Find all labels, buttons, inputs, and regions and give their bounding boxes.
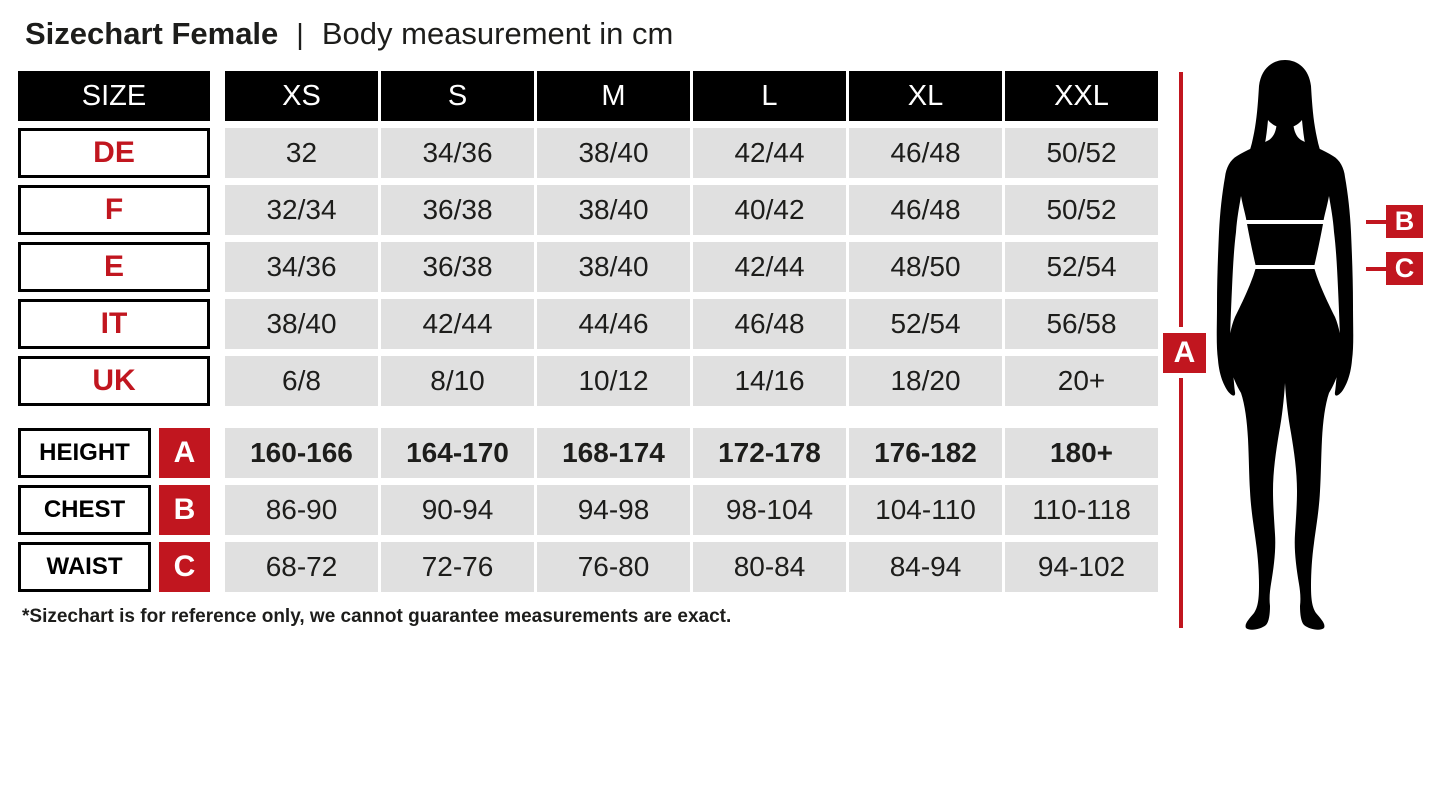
marker-badge-c: C: [159, 542, 210, 592]
cell-uk-m: 10/12: [537, 356, 690, 406]
cell-de-s: 34/36: [381, 128, 534, 178]
cell-it-l: 46/48: [693, 299, 846, 349]
row-label-chest: CHEST: [18, 485, 151, 535]
title-subtitle: Body measurement in cm: [321, 16, 674, 51]
cell-e-s: 36/38: [381, 242, 534, 292]
cell-e-l: 42/44: [693, 242, 846, 292]
cell-height-xl: 176-182: [849, 428, 1002, 478]
height-measure-line-top: [1179, 72, 1183, 327]
title-separator: |: [296, 19, 304, 51]
table-header-row: [18, 71, 1158, 121]
cell-uk-xl: 18/20: [849, 356, 1002, 406]
row-label-f: F: [18, 185, 210, 235]
column-header-m: M: [537, 71, 690, 121]
cell-e-m: 38/40: [537, 242, 690, 292]
chest-pointer-line: [1366, 220, 1386, 224]
cell-height-l: 172-178: [693, 428, 846, 478]
row-label-height-wrap: [18, 428, 210, 478]
cell-f-s: 36/38: [381, 185, 534, 235]
height-measure-line-bottom: [1179, 378, 1183, 628]
cell-f-m: 38/40: [537, 185, 690, 235]
column-header-xs: XS: [225, 71, 378, 121]
cell-chest-xs: 86-90: [225, 485, 378, 535]
cell-e-xl: 48/50: [849, 242, 1002, 292]
cell-it-xs: 38/40: [225, 299, 378, 349]
row-label-waist-wrap: [18, 542, 210, 592]
row-label-chest-wrap: [18, 485, 210, 535]
cell-height-s: 164-170: [381, 428, 534, 478]
cell-uk-xs: 6/8: [225, 356, 378, 406]
row-label-de: DE: [18, 128, 210, 178]
table-row-de: [18, 128, 1158, 178]
table-row-height: [18, 428, 1158, 478]
cell-waist-l: 80-84: [693, 542, 846, 592]
figure-marker-b: B: [1386, 205, 1423, 238]
cell-e-xxl: 52/54: [1005, 242, 1158, 292]
cell-it-xl: 52/54: [849, 299, 1002, 349]
cell-f-xl: 46/48: [849, 185, 1002, 235]
cell-waist-xl: 84-94: [849, 542, 1002, 592]
cell-it-xxl: 56/58: [1005, 299, 1158, 349]
column-header-xxl: XXL: [1005, 71, 1158, 121]
cell-de-m: 38/40: [537, 128, 690, 178]
cell-chest-s: 90-94: [381, 485, 534, 535]
disclaimer-footnote: *Sizechart is for reference only, we cannot guarantee measurements are exact.: [22, 606, 732, 627]
title-main: Sizechart Female: [25, 16, 279, 51]
table-row-e: [18, 242, 1158, 292]
row-label-it: IT: [18, 299, 210, 349]
marker-badge-b: B: [159, 485, 210, 535]
cell-height-xxl: 180+: [1005, 428, 1158, 478]
female-body-silhouette: [1205, 60, 1365, 635]
cell-height-m: 168-174: [537, 428, 690, 478]
cell-waist-m: 76-80: [537, 542, 690, 592]
table-row-waist: [18, 542, 1158, 592]
row-label-uk: UK: [18, 356, 210, 406]
figure-marker-a: A: [1163, 333, 1206, 373]
row-label-height: HEIGHT: [18, 428, 151, 478]
waist-pointer-line: [1366, 267, 1386, 271]
cell-de-xs: 32: [225, 128, 378, 178]
table-row-uk: [18, 356, 1158, 406]
cell-waist-s: 72-76: [381, 542, 534, 592]
cell-f-xs: 32/34: [225, 185, 378, 235]
row-label-e: E: [18, 242, 210, 292]
cell-uk-s: 8/10: [381, 356, 534, 406]
column-header-s: S: [381, 71, 534, 121]
cell-f-xxl: 50/52: [1005, 185, 1158, 235]
header-size-label: SIZE: [18, 71, 210, 121]
cell-uk-xxl: 20+: [1005, 356, 1158, 406]
cell-height-xs: 160-166: [225, 428, 378, 478]
cell-it-s: 42/44: [381, 299, 534, 349]
cell-it-m: 44/46: [537, 299, 690, 349]
cell-de-xl: 46/48: [849, 128, 1002, 178]
cell-waist-xs: 68-72: [225, 542, 378, 592]
table-row-it: [18, 299, 1158, 349]
cell-chest-m: 94-98: [537, 485, 690, 535]
marker-badge-a: A: [159, 428, 210, 478]
table-row-f: [18, 185, 1158, 235]
cell-f-l: 40/42: [693, 185, 846, 235]
figure-marker-c: C: [1386, 252, 1423, 285]
cell-de-xxl: 50/52: [1005, 128, 1158, 178]
column-header-xl: XL: [849, 71, 1002, 121]
cell-waist-xxl: 94-102: [1005, 542, 1158, 592]
table-row-chest: [18, 485, 1158, 535]
cell-chest-xxl: 110-118: [1005, 485, 1158, 535]
cell-de-l: 42/44: [693, 128, 846, 178]
size-table: [18, 71, 1158, 599]
column-header-l: L: [693, 71, 846, 121]
row-label-waist: WAIST: [18, 542, 151, 592]
cell-chest-xl: 104-110: [849, 485, 1002, 535]
page-title: [25, 16, 673, 52]
cell-uk-l: 14/16: [693, 356, 846, 406]
cell-chest-l: 98-104: [693, 485, 846, 535]
cell-e-xs: 34/36: [225, 242, 378, 292]
